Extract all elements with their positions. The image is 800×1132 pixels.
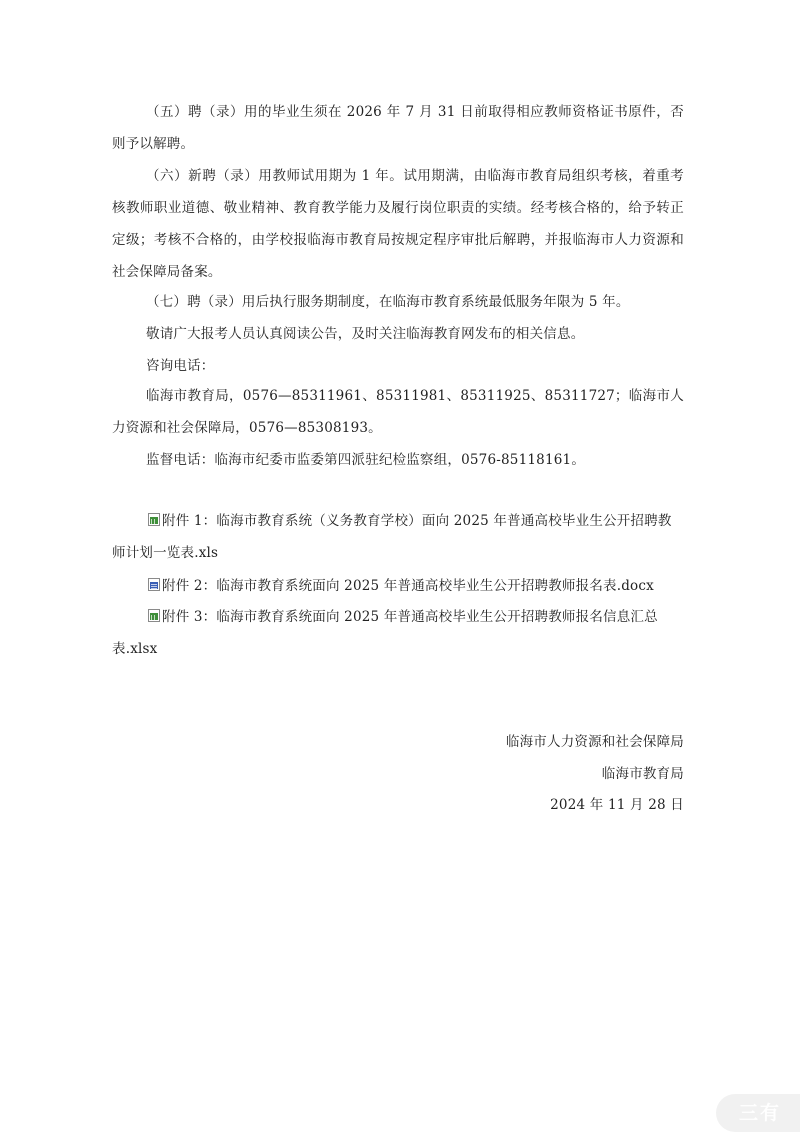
excel-file-icon: [148, 609, 160, 622]
paragraph-consultation-heading: 咨询电话：: [146, 358, 215, 374]
attachment-3-link[interactable]: 附件 3：临海市教育系统面向 2025 年普通高校毕业生公开招聘教师报名信息汇总表.xlsx: [112, 609, 658, 657]
attachment-1[interactable]: [112, 505, 684, 569]
excel-file-icon: [148, 513, 160, 526]
paragraph-qualification-deadline: （五）聘（录）用的毕业生须在 2026 年 7 月 31 日前取得相应教师资格证书原件，否则予以解聘。: [112, 104, 684, 152]
word-file-icon: [148, 578, 160, 591]
paragraph-supervision-phone: 监督电话：临海市纪委市监委第四派驻纪检监察组，0576-85118161。: [146, 452, 586, 468]
paragraph-service-period: （七）聘（录）用后执行服务期制度，在临海市教育系统最低服务年限为 5 年。: [146, 294, 630, 310]
paragraph-probation-period: （六）新聘（录）用教师试用期为 1 年。试用期满，由临海市教育局组织考核，着重考核教师职业道德、敬业精神、教育教学能力及履行岗位职责的实绩。经考核合格的，给予转正定级；考核不合格的，由学校报临海市教育局按规定程序审批后解聘，并报临海市人力资源和社会保障局备案。: [112, 168, 684, 280]
paragraph-consultation-phones: 临海市教育局，0576—85311961、85311981、85311925、85311727；临海市人力资源和社会保障局，0576—85308193。: [112, 388, 684, 436]
floating-menu-button[interactable]: 三有: [716, 1094, 800, 1132]
attachment-2[interactable]: [112, 570, 684, 602]
attachment-3[interactable]: [112, 601, 684, 665]
attachment-2-link[interactable]: 附件 2：临海市教育系统面向 2025 年普通高校毕业生公开招聘教师报名表.docx: [162, 578, 654, 594]
signature-org-education-bureau: 临海市教育局: [601, 766, 684, 782]
signature-date: 2024 年 11 月 28 日: [550, 797, 684, 813]
signature-org-hr-bureau: 临海市人力资源和社会保障局: [505, 734, 684, 750]
paragraph-reading-notice: 敬请广大报考人员认真阅读公告，及时关注临海教育网发布的相关信息。: [146, 326, 585, 342]
attachment-1-link[interactable]: 附件 1：临海市教育系统（义务教育学校）面向 2025 年普通高校毕业生公开招聘教师计划一览表.xls: [112, 513, 672, 561]
